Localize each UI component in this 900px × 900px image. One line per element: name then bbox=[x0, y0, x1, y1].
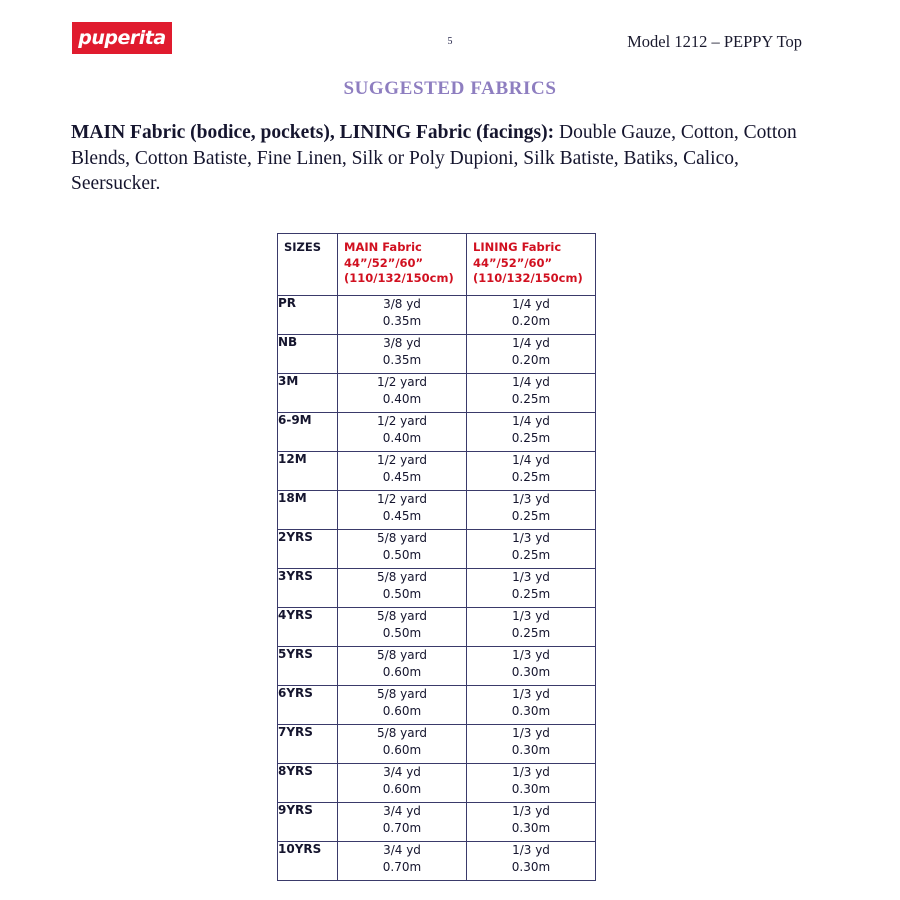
fabric-requirements-table bbox=[277, 233, 596, 881]
table-row bbox=[278, 334, 596, 373]
main-meters: 0.50m bbox=[382, 625, 422, 640]
lining-meters: 0.25m bbox=[511, 586, 551, 601]
main-meters: 0.35m bbox=[382, 352, 422, 367]
cell-main-fabric bbox=[338, 373, 467, 412]
cell-size: 8YRS bbox=[278, 763, 338, 802]
cell-lining-fabric bbox=[467, 412, 596, 451]
main-yards: 1/2 yard bbox=[377, 374, 427, 389]
cell-size: 10YRS bbox=[278, 841, 338, 880]
main-yards: 1/2 yard bbox=[377, 452, 427, 467]
main-meters: 0.60m bbox=[382, 664, 422, 679]
cell-main-fabric bbox=[338, 568, 467, 607]
lining-header-line-1: LINING Fabric bbox=[473, 240, 562, 254]
lining-yards: 1/3 yd bbox=[512, 647, 550, 662]
model-label: Model 1212 – PEPPY Top bbox=[627, 32, 802, 51]
cell-main-fabric bbox=[338, 412, 467, 451]
main-yards: 3/4 yd bbox=[383, 803, 421, 818]
cell-main-fabric bbox=[338, 334, 467, 373]
main-yards: 5/8 yard bbox=[377, 686, 427, 701]
lining-yards: 1/3 yd bbox=[512, 608, 550, 623]
lining-meters: 0.30m bbox=[511, 859, 551, 874]
fabric-requirements-table-wrapper bbox=[277, 233, 595, 881]
cell-lining-fabric bbox=[467, 373, 596, 412]
fabric-paragraph-lead: MAIN Fabric (bodice, pockets), LINING Fabric (facings): bbox=[71, 122, 555, 143]
main-meters: 0.50m bbox=[382, 586, 422, 601]
main-yards: 5/8 yard bbox=[377, 647, 427, 662]
cell-main-fabric bbox=[338, 724, 467, 763]
table-row bbox=[278, 529, 596, 568]
lining-meters: 0.30m bbox=[511, 664, 551, 679]
cell-lining-fabric bbox=[467, 334, 596, 373]
main-header-line-3: (110/132/150cm) bbox=[344, 271, 454, 285]
lining-yards: 1/4 yd bbox=[512, 452, 550, 467]
cell-main-fabric bbox=[338, 646, 467, 685]
page-title: SUGGESTED FABRICS bbox=[343, 78, 557, 99]
main-header-line-1: MAIN Fabric bbox=[344, 240, 422, 254]
table-row bbox=[278, 373, 596, 412]
cell-lining-fabric bbox=[467, 763, 596, 802]
cell-main-fabric bbox=[338, 763, 467, 802]
column-header-lining-fabric bbox=[467, 234, 596, 296]
cell-main-fabric bbox=[338, 841, 467, 880]
main-yards: 5/8 yard bbox=[377, 725, 427, 740]
main-yards: 3/8 yd bbox=[383, 335, 421, 350]
main-yards: 1/2 yard bbox=[377, 491, 427, 506]
cell-size: 6-9M bbox=[278, 412, 338, 451]
fabric-paragraph-rest: Double Gauze, Cotton, Cotton Blends, Cotton Batiste, Fine Linen, Silk or Poly Dupioni, Silk Batiste, Batiks, Calico, Seersucker. bbox=[71, 122, 797, 194]
lining-meters: 0.30m bbox=[511, 703, 551, 718]
cell-lining-fabric bbox=[467, 841, 596, 880]
table-row bbox=[278, 646, 596, 685]
main-meters: 0.35m bbox=[382, 313, 422, 328]
main-yards: 5/8 yard bbox=[377, 608, 427, 623]
table-row bbox=[278, 763, 596, 802]
lining-yards: 1/4 yd bbox=[512, 296, 550, 311]
lining-yards: 1/3 yd bbox=[512, 491, 550, 506]
table-row bbox=[278, 451, 596, 490]
table-row bbox=[278, 568, 596, 607]
lining-meters: 0.25m bbox=[511, 469, 551, 484]
lining-yards: 1/3 yd bbox=[512, 842, 550, 857]
cell-size: 9YRS bbox=[278, 802, 338, 841]
cell-main-fabric bbox=[338, 295, 467, 334]
table-header bbox=[278, 234, 596, 296]
page-header bbox=[0, 22, 900, 62]
main-meters: 0.60m bbox=[382, 703, 422, 718]
lining-yards: 1/4 yd bbox=[512, 374, 550, 389]
table-row bbox=[278, 841, 596, 880]
cell-main-fabric bbox=[338, 607, 467, 646]
cell-size: NB bbox=[278, 334, 338, 373]
cell-size: 3M bbox=[278, 373, 338, 412]
lining-yards: 1/3 yd bbox=[512, 530, 550, 545]
table-row bbox=[278, 724, 596, 763]
suggested-fabrics-paragraph bbox=[71, 120, 831, 197]
cell-size: 12M bbox=[278, 451, 338, 490]
cell-size: 7YRS bbox=[278, 724, 338, 763]
table-body bbox=[278, 295, 596, 880]
lining-meters: 0.25m bbox=[511, 508, 551, 523]
lining-meters: 0.30m bbox=[511, 820, 551, 835]
lining-yards: 1/3 yd bbox=[512, 569, 550, 584]
main-meters: 0.70m bbox=[382, 859, 422, 874]
lining-yards: 1/3 yd bbox=[512, 686, 550, 701]
main-meters: 0.45m bbox=[382, 508, 422, 523]
cell-main-fabric bbox=[338, 529, 467, 568]
lining-yards: 1/4 yd bbox=[512, 335, 550, 350]
cell-size: 3YRS bbox=[278, 568, 338, 607]
main-yards: 3/4 yd bbox=[383, 842, 421, 857]
table-row bbox=[278, 607, 596, 646]
lining-header-line-2: 44”/52”/60” bbox=[473, 255, 553, 270]
lining-yards: 1/3 yd bbox=[512, 764, 550, 779]
cell-size: 18M bbox=[278, 490, 338, 529]
table-row bbox=[278, 295, 596, 334]
cell-main-fabric bbox=[338, 490, 467, 529]
lining-meters: 0.25m bbox=[511, 430, 551, 445]
main-yards: 1/2 yard bbox=[377, 413, 427, 428]
lining-meters: 0.20m bbox=[511, 352, 551, 367]
cell-lining-fabric bbox=[467, 568, 596, 607]
main-meters: 0.70m bbox=[382, 820, 422, 835]
cell-lining-fabric bbox=[467, 295, 596, 334]
lining-yards: 1/4 yd bbox=[512, 413, 550, 428]
cell-lining-fabric bbox=[467, 724, 596, 763]
lining-yards: 1/3 yd bbox=[512, 725, 550, 740]
cell-lining-fabric bbox=[467, 607, 596, 646]
main-yards: 5/8 yard bbox=[377, 569, 427, 584]
table-row bbox=[278, 490, 596, 529]
lining-meters: 0.30m bbox=[511, 742, 551, 757]
main-yards: 3/4 yd bbox=[383, 764, 421, 779]
cell-main-fabric bbox=[338, 802, 467, 841]
cell-lining-fabric bbox=[467, 685, 596, 724]
cell-size: 2YRS bbox=[278, 529, 338, 568]
brand-logo-text: puperita bbox=[78, 27, 166, 49]
cell-size: PR bbox=[278, 295, 338, 334]
column-header-main-fabric bbox=[338, 234, 467, 296]
cell-lining-fabric bbox=[467, 529, 596, 568]
table-header-row bbox=[278, 234, 596, 296]
main-meters: 0.60m bbox=[382, 742, 422, 757]
column-header-sizes: SIZES bbox=[278, 234, 338, 296]
main-meters: 0.40m bbox=[382, 430, 422, 445]
main-meters: 0.60m bbox=[382, 781, 422, 796]
cell-lining-fabric bbox=[467, 451, 596, 490]
cell-size: 6YRS bbox=[278, 685, 338, 724]
table-row bbox=[278, 412, 596, 451]
lining-yards: 1/3 yd bbox=[512, 803, 550, 818]
lining-meters: 0.30m bbox=[511, 781, 551, 796]
cell-lining-fabric bbox=[467, 802, 596, 841]
page-number: 5 bbox=[447, 36, 453, 47]
table-row bbox=[278, 685, 596, 724]
cell-main-fabric bbox=[338, 451, 467, 490]
main-meters: 0.50m bbox=[382, 547, 422, 562]
cell-size: 5YRS bbox=[278, 646, 338, 685]
main-meters: 0.40m bbox=[382, 391, 422, 406]
lining-meters: 0.25m bbox=[511, 391, 551, 406]
main-meters: 0.45m bbox=[382, 469, 422, 484]
cell-lining-fabric bbox=[467, 646, 596, 685]
lining-meters: 0.20m bbox=[511, 313, 551, 328]
cell-main-fabric bbox=[338, 685, 467, 724]
lining-meters: 0.25m bbox=[511, 547, 551, 562]
main-header-line-2: 44”/52”/60” bbox=[344, 255, 424, 270]
cell-size: 4YRS bbox=[278, 607, 338, 646]
lining-header-line-3: (110/132/150cm) bbox=[473, 271, 583, 285]
lining-meters: 0.25m bbox=[511, 625, 551, 640]
cell-lining-fabric bbox=[467, 490, 596, 529]
main-yards: 5/8 yard bbox=[377, 530, 427, 545]
main-yards: 3/8 yd bbox=[383, 296, 421, 311]
table-row bbox=[278, 802, 596, 841]
